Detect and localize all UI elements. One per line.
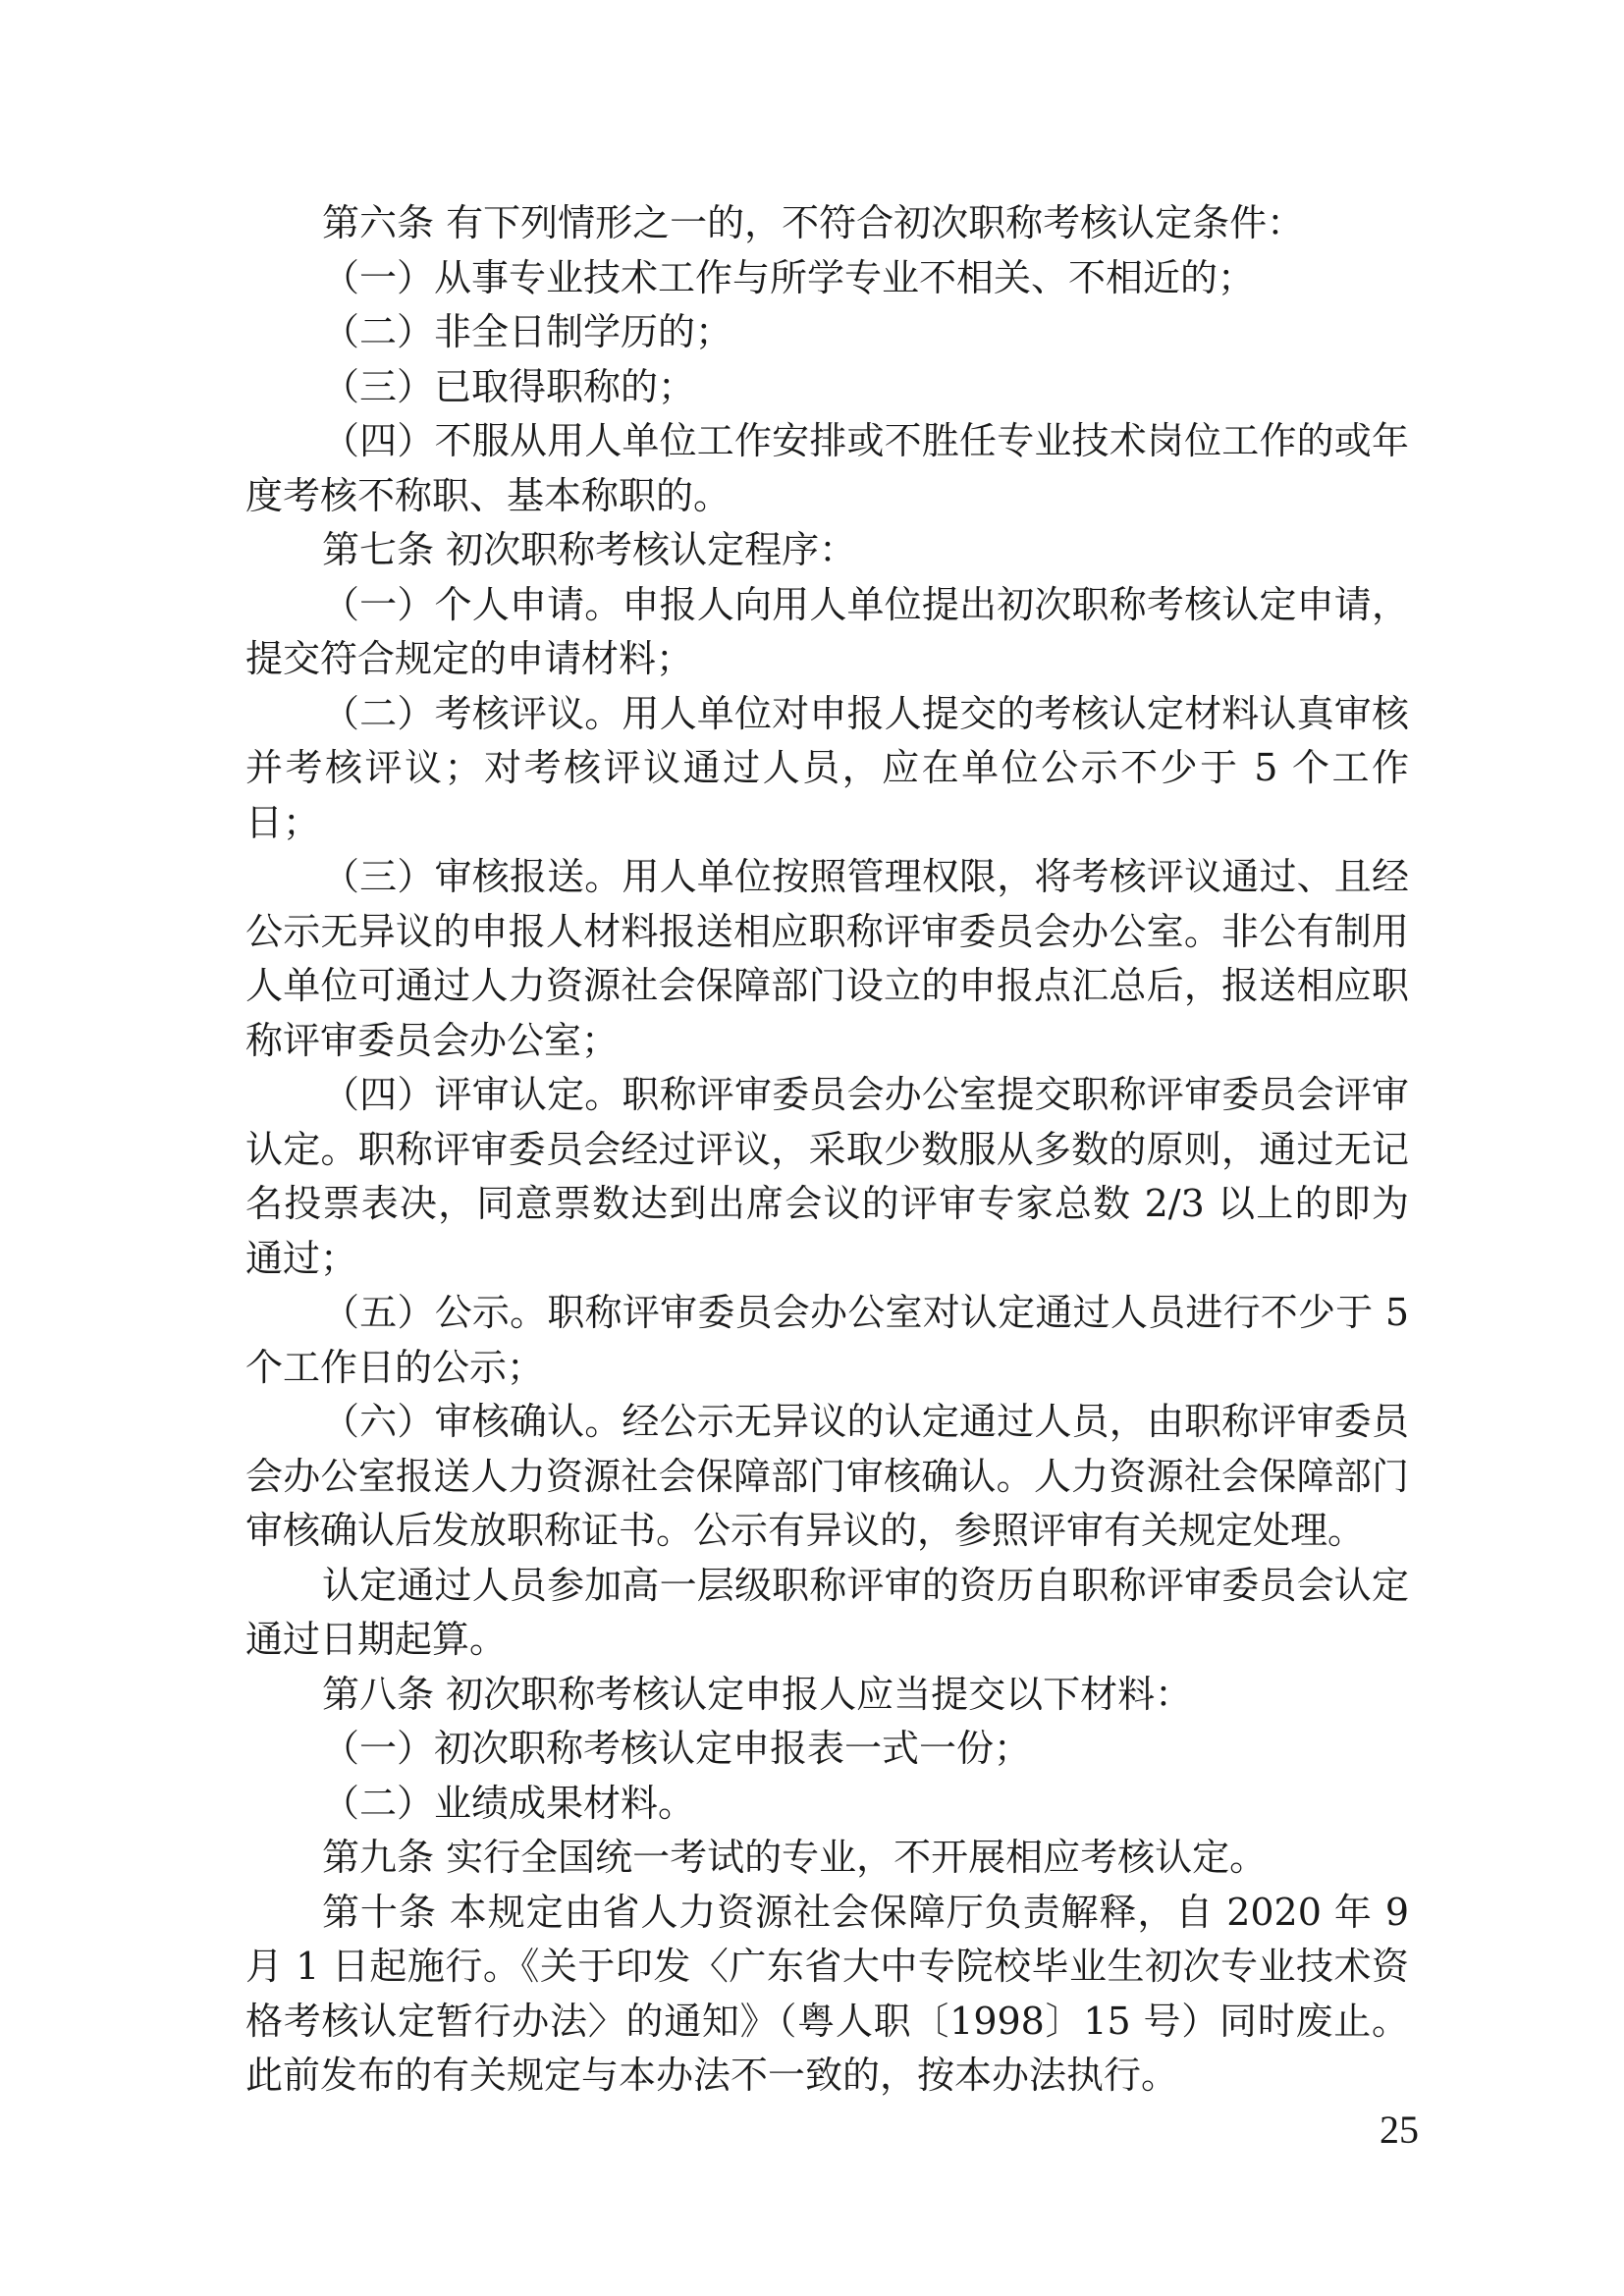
article-8-item-1: （一）初次职称考核认定申报表一式一份； <box>322 1727 1032 1770</box>
article-6: 第六条 有下列情形之一的，不符合初次职称考核认定条件： <box>322 201 1305 244</box>
body-text <box>245 196 1409 2104</box>
article-8: 第八条 初次职称考核认定申报人应当提交以下材料： <box>322 1672 1193 1716</box>
page-number: 25 <box>1380 2108 1419 2152</box>
article-7-item-5: （五）公示。职称评审委员会办公室对认定通过人员进行不少于 5 个工作日的公示； <box>245 1291 1409 1389</box>
article-6-item-4: （四）不服从用人单位工作安排或不胜任专业技术岗位工作的或年度考核不称职、基本称职的。 <box>245 419 1409 517</box>
article-6-item-2: （二）非全日制学历的； <box>322 310 733 353</box>
article-8-item-2: （二）业绩成果材料。 <box>322 1781 696 1825</box>
article-9: 第九条 实行全国统一考试的专业，不开展相应考核认定。 <box>322 1836 1268 1879</box>
article-7-item-3: （三）审核报送。用人单位按照管理权限，将考核评议通过、且经公示无异议的申报人材料报送相应职称评审委员会办公室。非公有制用人单位可通过人力资源社会保障部门设立的申报点汇总后，报送相应职称评审委员会办公室； <box>245 855 1409 1062</box>
article-6-item-3: （三）已取得职称的； <box>322 364 696 408</box>
article-6-item-1: （一）从事专业技术工作与所学专业不相关、不相近的； <box>322 255 1256 299</box>
article-7: 第七条 初次职称考核认定程序： <box>322 528 857 571</box>
article-7-item-2: （二）考核评议。用人单位对申报人提交的考核认定材料认真审核并考核评议；对考核评议通过人员，应在单位公示不少于 5 个工作日； <box>245 691 1409 844</box>
article-7-item-4: （四）评审认定。职称评审委员会办公室提交职称评审委员会评审认定。职称评审委员会经过评议，采取少数服从多数的原则，通过无记名投票表决，同意票数达到出席会议的评审专家总数 2/3 以上的即为通过； <box>245 1073 1409 1280</box>
article-7-item-1: （一）个人申请。申报人向用人单位提出初次职称考核认定申请，提交符合规定的申请材料； <box>245 582 1409 680</box>
article-10: 第十条 本规定由省人力资源社会保障厅负责解释，自 2020 年 9 月 1 日起施行。《关于印发〈广东省大中专院校毕业生初次专业技术资格考核认定暂行办法〉的通知》（粤人职〔1998〕15 号）同时废止。此前发布的有关规定与本办法不一致的，按本办法执行。 <box>245 1890 1409 2097</box>
article-7-item-6: （六）审核确认。经公示无异议的认定通过人员，由职称评审委员会办公室报送人力资源社会保障部门审核确认。人力资源社会保障部门审核确认后发放职称证书。公示有异议的，参照评审有关规定处理。 <box>245 1400 1409 1552</box>
article-7-note: 认定通过人员参加高一层级职称评审的资历自职称评审委员会认定通过日期起算。 <box>245 1563 1409 1661</box>
